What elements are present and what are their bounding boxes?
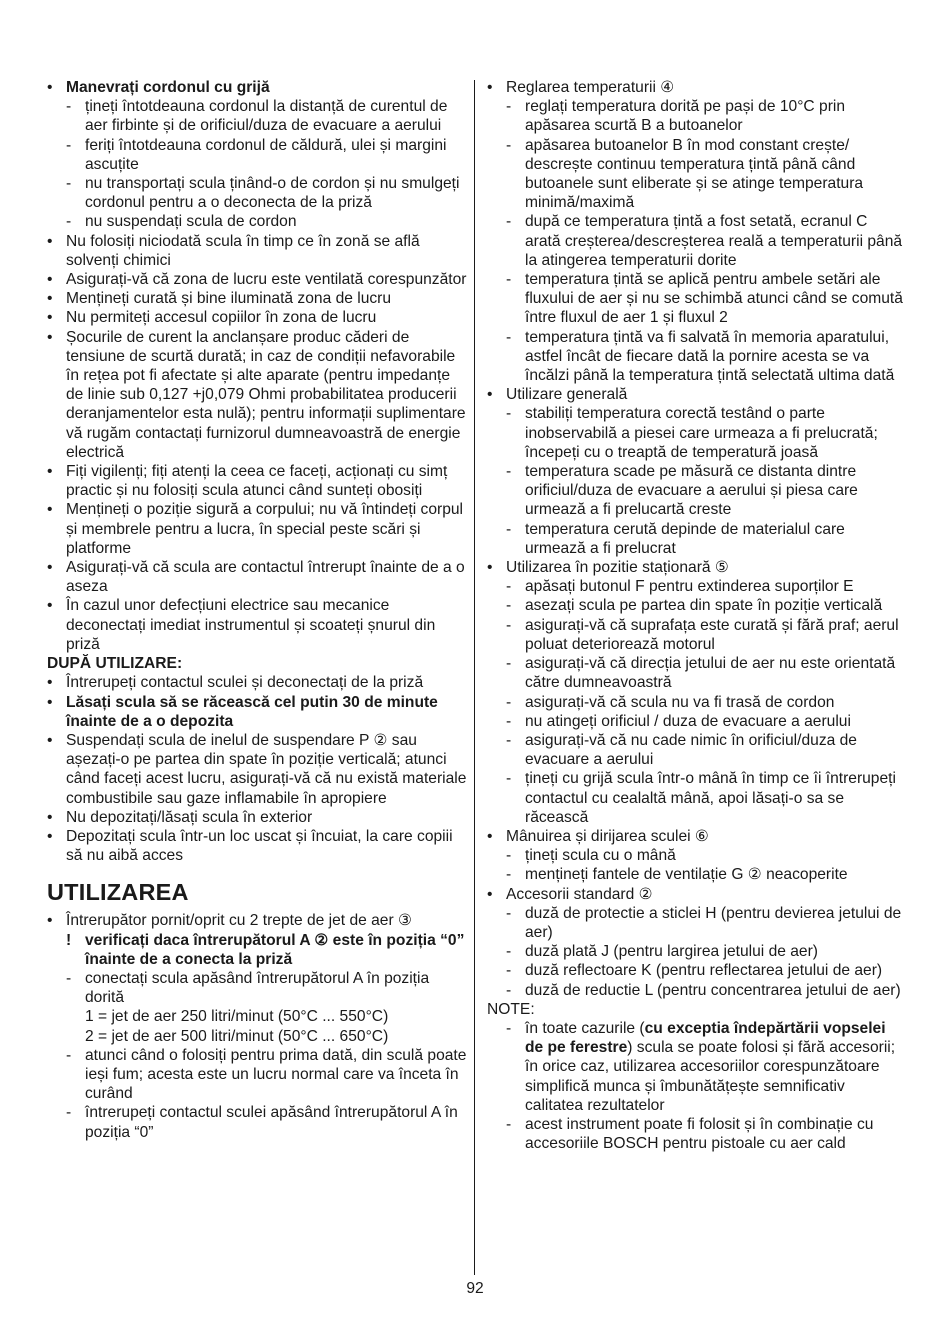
dash-item [487,136,907,213]
text-run: mențineți fantele de ventilație G ② neacoperite [525,866,848,884]
dash-item [487,328,907,386]
text-run: asezați scula pe partea din spate în poziție verticală [525,597,883,615]
bullet-item [47,693,467,731]
dash-item [487,981,907,1000]
text-run: DUPĂ UTILIZARE: [47,655,183,673]
text-run: țineți scula cu o mână [525,847,676,865]
item-text [66,558,467,596]
warning-item [47,931,467,969]
bullet-item [47,731,467,808]
bullet-marker: • [47,463,53,481]
bullet-item [47,500,467,558]
indented-line [47,1027,467,1046]
text-run: Șocurile de curent la anclanșare produc căderi de tensiune de scurtă durată; in caz de condiții nefavorabile în rețea pot fi afectate și alte aparate (pentru impedanțe de linie sub 0,127 +j0,079 Ohmi probabilitatea producerii deranjamentelor esta nulă); pentru informații suplimentare vă rugăm contactați furnizorul dumneavoastră de energie electrică [66,328,466,461]
text-run: temperatura țintă se aplică pentru ambele setări ale fluxului de aer și nu se schimbă atunci când se comută între fluxul de aer 1 și fluxul 2 [525,271,903,327]
dash-marker: - [506,847,512,865]
dash-item [487,693,907,712]
item-text [85,969,467,1007]
item-text [66,911,467,930]
item-text [66,78,467,97]
item-text [525,97,907,135]
dash-marker: - [506,981,512,999]
bullet-item [47,270,467,289]
text-run: Manevrați cordonul cu grijă [66,79,270,96]
item-text [66,270,467,289]
dash-marker: - [66,98,72,116]
dash-marker: - [506,520,512,538]
bullet-marker: • [487,559,493,577]
bullet-marker: • [47,79,53,96]
item-text [66,308,467,327]
text-run: conectați scula apăsând întrerupătorul A în poziția dorită [85,969,430,1007]
text-run: feriți întotdeauna cordonul de căldură, ulei și margini ascuțite [85,136,447,173]
dash-marker: - [66,213,72,231]
text-run: Asigurați-vă că scula are contactul întrerupt înainte de a o aseza [66,559,465,596]
text-run: ) scula se poate folosi și fără accesorii; în orice caz, utilizarea accesoriilor corespunzătoare simplifică munca și îmbunătățește semnificativ calitatea rezultatelor [525,1039,896,1114]
bullet-marker: • [47,290,53,308]
text-run: NOTE: [487,1000,535,1018]
dash-item [487,462,907,520]
item-text [525,212,907,270]
bullet-item [487,827,907,846]
text-run: Utilizarea în pozitie staționară ⑤ [506,559,729,577]
text-run: duză de protectie a sticlei H (pentru devierea jetului de aer) [525,904,902,941]
item-text [506,827,907,846]
text-run: țineți cu grijă scula într-o mână în timp ce îi întrerupeți contactul cu cealaltă mână, apoi lăsați-o sa se răcească [525,770,896,826]
bullet-marker: • [47,501,53,519]
item-text [506,885,907,904]
bullet-item [47,558,467,596]
text-run: Accesorii standard ② [506,885,653,903]
bullet-marker: • [47,674,53,692]
bullet-marker: • [47,232,53,250]
item-text [525,904,907,942]
dash-item [47,1046,467,1104]
dash-marker: - [506,578,512,596]
text-run: nu transportați scula ținând-o de cordon și nu smulgeți cordonul pentru a o deconecta de la priză [85,175,460,212]
item-text [85,1046,467,1104]
dash-marker: - [66,136,72,154]
dash-item [487,1115,907,1153]
text-run: Nu depozitați/lăsați scula în exterior [66,808,313,826]
item-text [525,769,907,827]
text-run: stabiliți temperatura corectă testând o parte inobservabilă a piesei care urmeaza a fi prelucrată; începeți cu o treaptă de temperatură joasă [525,405,878,461]
bullet-marker: • [47,309,53,327]
bullet-marker: • [47,808,53,826]
dash-item [47,212,467,231]
dash-marker: - [506,1115,512,1133]
dash-marker: - [506,770,512,788]
text-run: Întrerupeți contactul sculei și deconectați de la priză [66,674,424,692]
item-text [85,97,467,135]
item-text [85,212,467,231]
text-run: Asigurați-vă că zona de lucru este ventilată corespunzător [66,271,467,289]
bullet-marker: • [47,597,53,615]
text-run: Reglarea temperaturii ④ [506,79,675,96]
item-text [506,78,907,97]
bullet-item [487,885,907,904]
item-text [525,596,907,615]
dash-marker: - [506,328,512,346]
item-text [525,1019,907,1115]
text-run: Mânuirea și dirijarea sculei ⑥ [506,827,709,845]
item-text [525,462,907,520]
text-run: temperatura cerută depinde de materialul care urmează a fi prelucrat [525,520,845,557]
dash-item [487,404,907,462]
item-text [525,270,907,328]
bullet-item [47,328,467,462]
indented-line [47,1007,467,1026]
text-run: 1 = jet de aer 250 litri/minut (50°C ... 550°C) [85,1008,389,1026]
item-text [525,942,907,961]
item-text [85,136,467,174]
bullet-marker: • [47,271,53,289]
text-run: duză plată J (pentru largirea jetului de aer) [525,943,818,961]
dash-marker: - [506,463,512,481]
dash-marker: - [506,1019,512,1037]
item-text [525,404,907,462]
bullet-marker: • [487,79,493,96]
dash-marker: - [506,904,512,922]
column-divider [474,80,475,1275]
dash-item [47,1103,467,1141]
text-run: Lăsați scula să se răcească cel putin 30 de minute înainte de a o depozita [66,693,438,730]
dash-item [487,865,907,884]
bullet-marker: • [487,386,493,404]
text-run: după ce temperatura țintă a fost setată, ecranul C arată creșterea/descreșterea reală a temperaturii până la atingerea temperaturii dorite [525,213,903,269]
text-run: cu exceptia îndepărtării vopselei de pe ferestre [525,1019,886,1057]
text-run: asigurați-vă că direcția jetului de aer nu este orientată către dumneavoastră [525,655,896,692]
text-run: Mențineți curată și bine iluminată zona de lucru [66,290,392,308]
item-text [525,693,907,712]
item-text [525,981,907,1000]
text-run: verificați daca întrerupătorul A ② este în poziția “0” înainte de a conecta la priză [85,931,465,968]
dash-item [487,961,907,980]
dash-item [47,174,467,212]
text-run: reglați temperatura dorită pe pași de 10°C prin apăsarea scurtă B a butoanelor [525,98,846,135]
bullet-item [47,78,467,97]
dash-marker: - [506,943,512,961]
item-text [85,174,467,212]
dash-marker: - [506,616,512,634]
item-text [66,673,467,692]
dash-item [487,846,907,865]
text-run: Fiți vigilenți; fiți atenți la ceea ce faceți, acționați cu simț practic și nu folosiți scula atunci când sunteți obosiți [66,463,448,500]
text-run: asigurați-vă că nu cade nimic în orificiul/duza de evacuare a aerului [525,731,857,769]
dash-item [487,942,907,961]
bullet-item [487,558,907,577]
dash-marker: - [66,175,72,193]
item-text [66,693,467,731]
dash-item [487,731,907,769]
dash-marker: - [506,405,512,423]
item-text [66,328,467,462]
item-text [85,1103,467,1141]
item-text [525,328,907,386]
dash-marker: - [506,866,512,884]
item-text [66,808,467,827]
bullet-item [47,462,467,500]
bullet-item [47,308,467,327]
text-run: Mențineți o poziție sigură a corpului; nu vă întindeți corpul și membrele pentru a lucra, în special peste scări și platforme [66,501,464,557]
item-text [66,289,467,308]
text-run: asigurați-vă că scula nu va fi trasă de cordon [525,693,835,711]
text-run: întrerupeți contactul sculei apăsând întrerupătorul A în poziția “0” [85,1104,458,1141]
exclamation-marker: ! [66,931,72,949]
item-text [525,961,907,980]
text-run: duză reflectoare K (pentru reflectarea jetului de aer) [525,962,883,980]
item-text [525,654,907,692]
dash-marker: - [506,962,512,980]
dash-item [487,654,907,692]
dash-item [487,1019,907,1115]
item-text [66,500,467,558]
text-run: duză de reductie L (pentru concentrarea jetului de aer) [525,981,901,999]
note-label [487,1000,907,1019]
dash-marker: - [506,136,512,154]
dash-item [487,769,907,827]
bullet-marker: • [487,827,493,845]
text-run: acest instrument poate fi folosit și în combinație cu accesoriile BOSCH pentru pistoale cu aer cald [525,1115,874,1153]
item-text [525,616,907,654]
dash-item [487,97,907,135]
item-text [66,596,467,654]
dash-marker: - [506,712,512,730]
text-run: în toate cazurile ( [525,1019,645,1037]
dash-item [487,904,907,942]
item-text [525,577,907,596]
dash-item [487,712,907,731]
bullet-marker: • [47,827,53,845]
dash-item [47,97,467,135]
bullet-item [47,808,467,827]
text-run: 2 = jet de aer 500 litri/minut (50°C ... 650°C) [85,1027,389,1045]
right-column [487,78,907,1153]
dash-marker: - [506,98,512,116]
dash-marker: - [66,969,72,987]
text-run: Utilizare generală [506,386,628,404]
subheading [47,654,467,673]
item-text [525,865,907,884]
page-number: 92 [466,1280,484,1297]
dash-marker: - [506,693,512,711]
text-run: nu suspendați scula de cordon [85,213,297,231]
text-run: Depozitați scula într-un loc uscat și încuiat, la care copiii să nu aibă acces [66,827,453,865]
text-run: nu atingeți orificiul / duza de evacuare a aerului [525,712,851,730]
item-text [66,232,467,270]
bullet-marker: • [47,731,53,749]
dash-marker: - [66,1046,72,1064]
bullet-item [47,289,467,308]
dash-item [487,616,907,654]
dash-marker: - [66,1104,72,1122]
bullet-marker: • [47,912,53,930]
bullet-item [47,911,467,930]
text-run: Întrerupător pornit/oprit cu 2 trepte de jet de aer ③ [66,912,412,930]
text-run: țineți întotdeauna cordonul la distanță de curentul de aer firbinte și de orificiul/duza de evacuare a aerului [85,98,448,135]
item-text [85,931,467,969]
dash-item [47,969,467,1007]
dash-item [487,270,907,328]
bullet-item [487,78,907,97]
bullet-marker: • [47,559,53,577]
text-run: apăsați butonul F pentru extinderea suporților E [525,578,854,596]
dash-marker: - [506,597,512,615]
dash-marker: - [506,731,512,749]
section-heading [47,878,467,906]
bullet-item [47,827,467,865]
dash-item [487,577,907,596]
text-run: asigurați-vă că suprafața este curată și fără praf; aerul poluat deteriorează motorul [525,616,899,653]
item-text [506,558,907,577]
item-text [66,731,467,808]
dash-item [487,596,907,615]
text-run: atunci când o folosiți pentru prima dată, din sculă poate ieși fum; acesta este un lucru normal care va înceta în curând [85,1046,467,1103]
dash-marker: - [506,213,512,231]
text-run: temperatura scade pe măsură ce distanta dintre orificiul/duza de evacuare a aerului și piesa care urmează a fi prelucartă creste [525,463,858,519]
text-run: apăsarea butoanelor B în mod constant crește/ descrește continuu temperatura țintă până când butoanele sunt eliberate și se atinge temperatura minimă/maximă [525,136,864,212]
item-text [525,731,907,769]
text-run: Nu folosiți niciodată scula în timp ce în zonă se află solvenți chimici [66,232,420,269]
text-run: Suspendați scula de inelul de suspendare P ② sau așezați-o pe partea din spate în poziție verticală; atunci când faceți acest lucru, asigurați-vă că nu există materiale combustibile sau gaze inflamabile în apropiere [66,731,467,807]
bullet-marker: • [487,885,493,903]
bullet-marker: • [47,693,53,711]
text-run: UTILIZAREA [47,879,189,906]
dash-marker: - [506,271,512,289]
item-text [525,846,907,865]
dash-item [487,520,907,558]
text-run: temperatura țintă va fi salvată în memoria aparatului, astfel încât de fiecare dată la pornire acesta se va încălzi până la temperatura țintă selectată ultima dată [525,328,895,385]
left-column [47,78,467,1142]
dash-marker: - [506,655,512,673]
bullet-item [47,596,467,654]
item-text [525,1115,907,1153]
item-text [66,462,467,500]
item-text [525,136,907,213]
text-run: Nu permiteți accesul copiilor în zona de lucru [66,309,377,327]
bullet-item [47,232,467,270]
item-text [506,385,907,404]
bullet-marker: • [47,328,53,346]
item-text [525,712,907,731]
bullet-item [487,385,907,404]
bullet-item [47,673,467,692]
item-text [525,520,907,558]
dash-item [47,136,467,174]
text-run: În cazul unor defecțiuni electrice sau mecanice deconectați imediat instrumentul și scoateți șnurul din priză [66,597,436,653]
dash-item [487,212,907,270]
item-text [66,827,467,865]
